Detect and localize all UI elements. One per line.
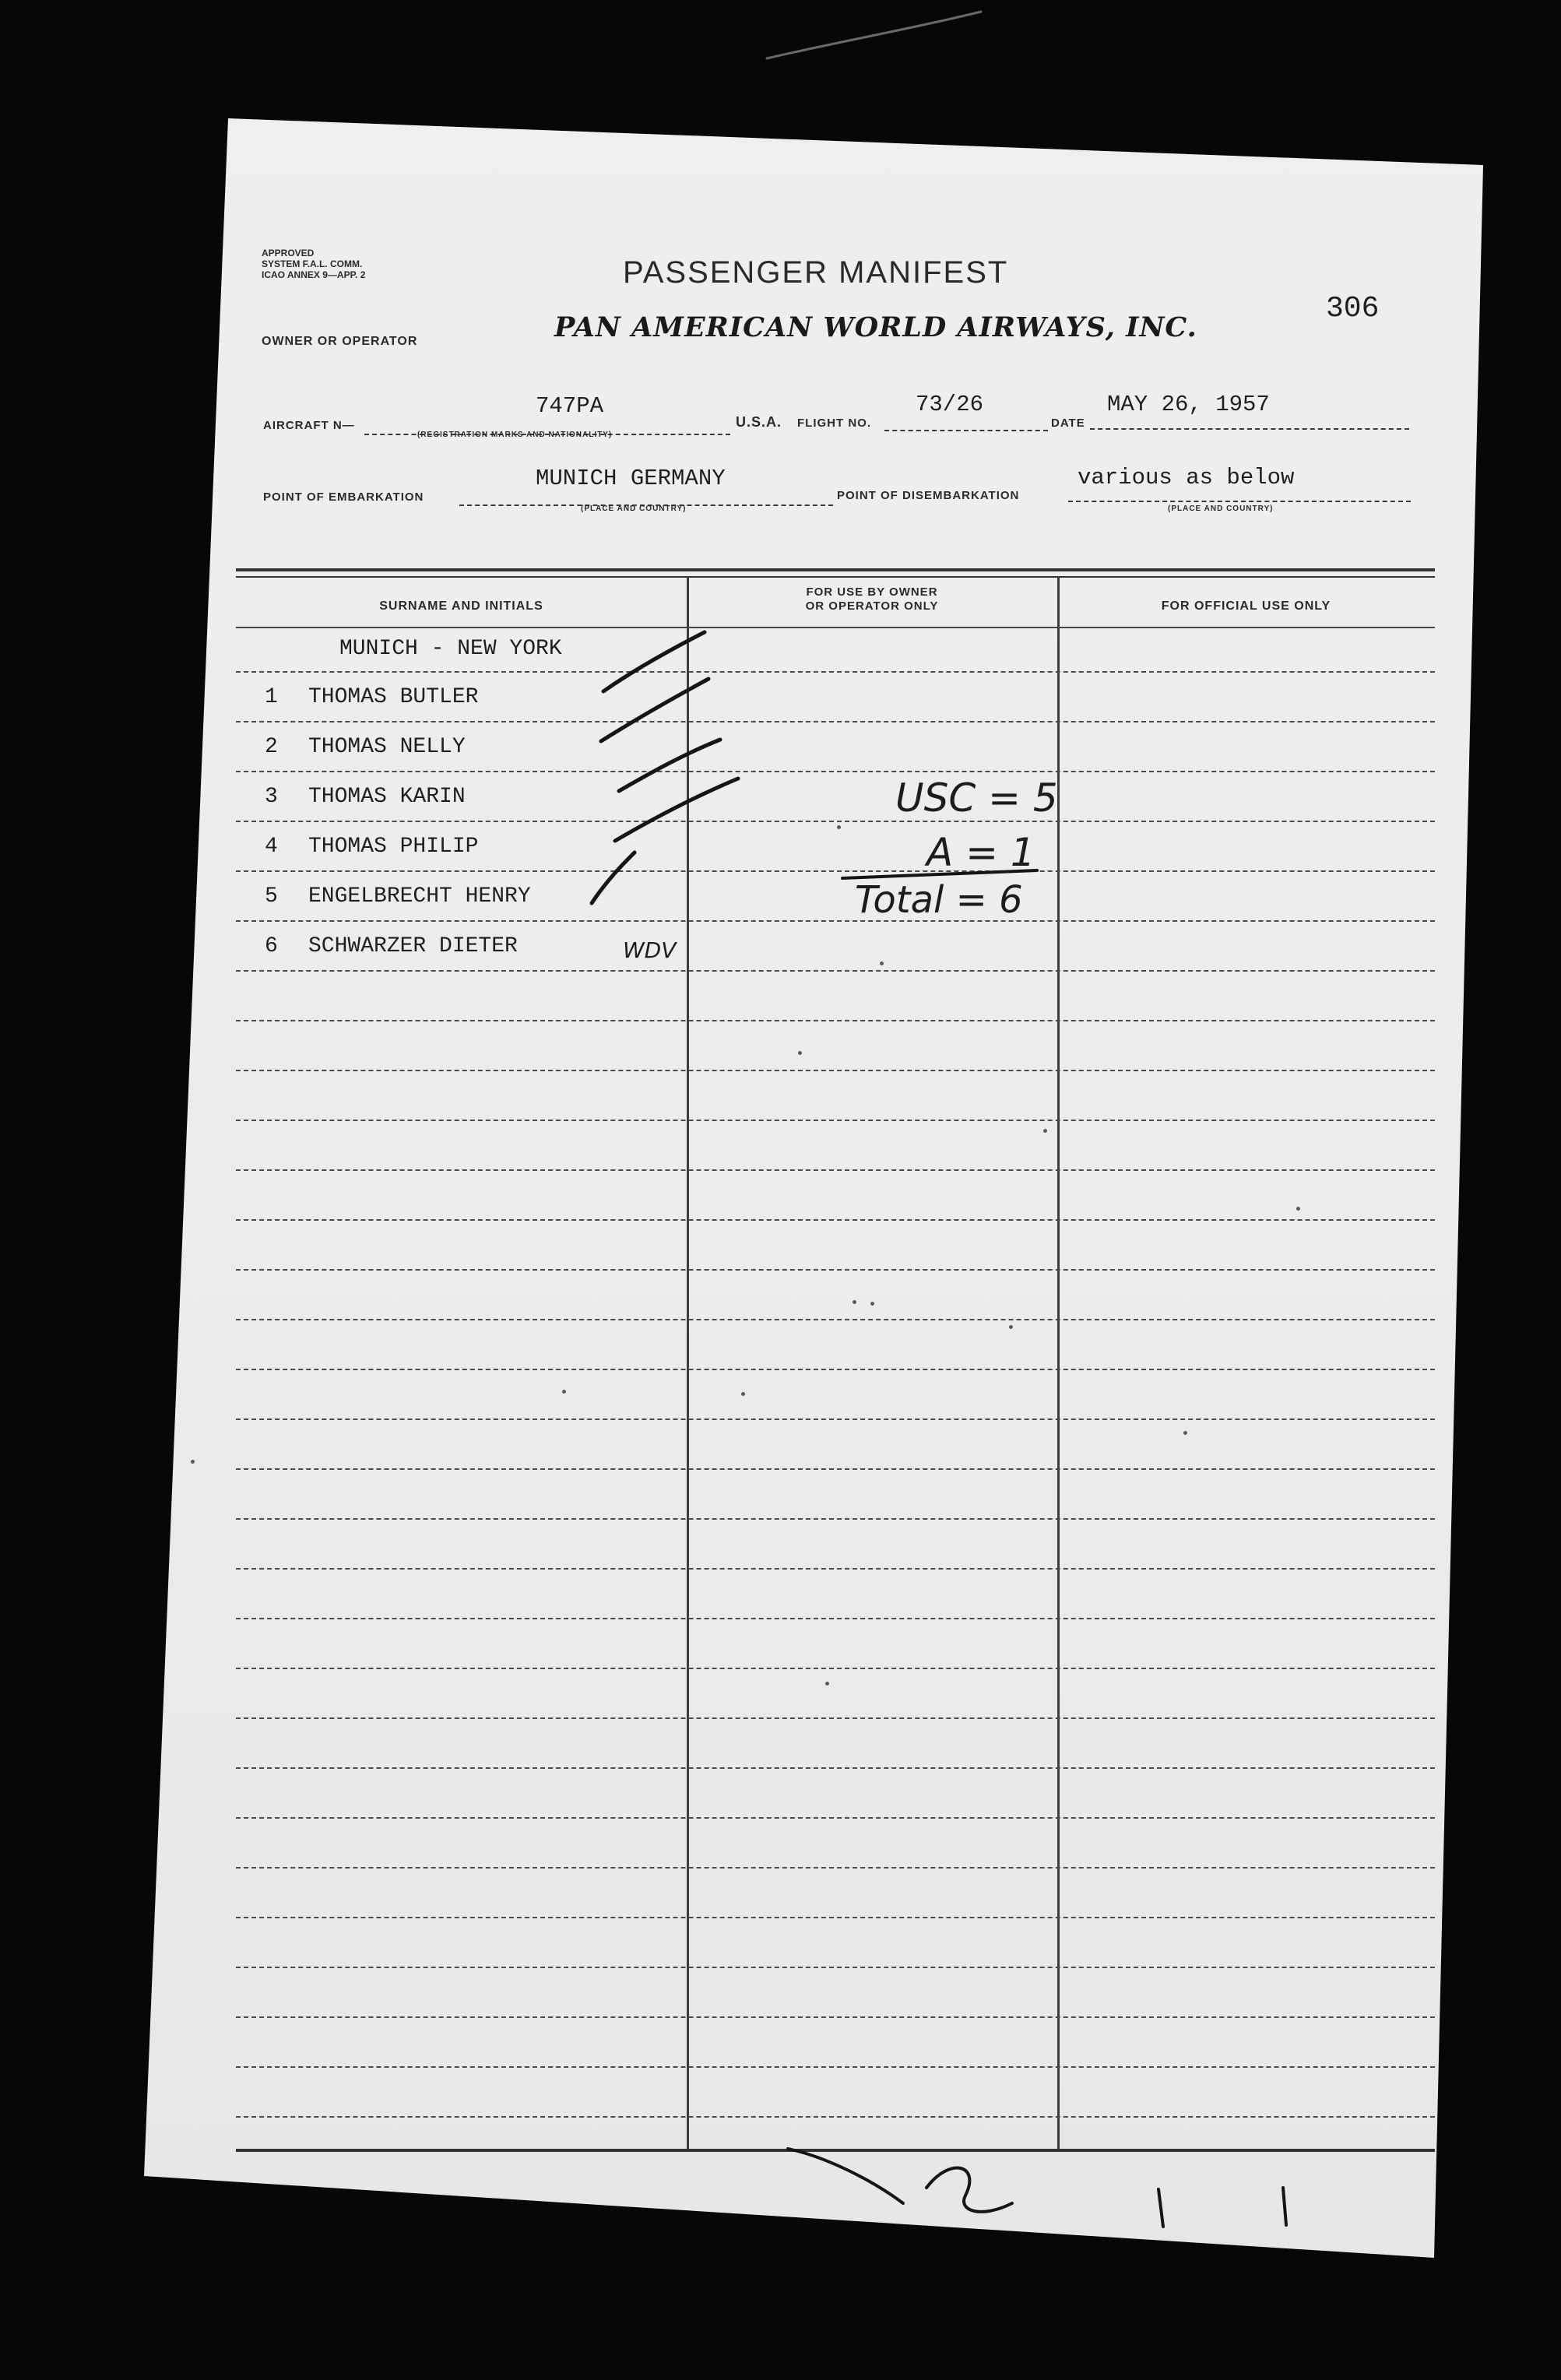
ruled-line [236,2066,1435,2068]
disembarkation-label: POINT OF DISEMBARKATION [837,489,1020,502]
ruled-line [236,1917,1435,1918]
table-row [265,785,685,811]
handwritten-initials: WDV [623,937,677,963]
embarkation-caption: (PLACE AND COUNTRY) [581,504,687,513]
column-divider-1 [687,576,689,2149]
dust-speck [1009,1325,1013,1329]
passenger-number: 3 [265,785,278,809]
dust-speck [870,1302,874,1306]
form-title: PASSENGER MANIFEST [623,255,1009,290]
header-bottom-rule [236,627,1435,628]
approval-line: ICAO ANNEX 9—APP. 2 [262,269,366,280]
ruled-line [236,1120,1435,1121]
disembarkation-line [1068,501,1411,502]
company-name: PAN AMERICAN WORLD AIRWAYS, INC. [554,311,1197,343]
ruled-line [236,2016,1435,2018]
dust-speck [562,1390,566,1394]
ruled-line [236,1169,1435,1171]
passenger-name: SCHWARZER DIETER [308,934,518,958]
aircraft-label: AIRCRAFT N— [263,419,355,432]
surname-column-header: SURNAME AND INITIALS [379,599,543,613]
dust-speck [825,1682,829,1686]
ruled-line [236,1867,1435,1868]
approval-line: APPROVED [262,248,315,258]
passenger-number: 6 [265,934,278,958]
ruled-line [236,1468,1435,1470]
dust-speck [837,825,841,829]
date-value: MAY 26, 1957 [1107,392,1270,417]
ruled-line [236,1717,1435,1719]
date-line [1090,428,1409,430]
dust-speck [798,1051,802,1055]
handwritten-usc-count: USC = 5 [895,775,1058,821]
dust-speck [853,1300,856,1304]
passenger-name: ENGELBRECHT HENRY [308,884,531,909]
ruled-line [236,2116,1435,2118]
registration-caption: (REGISTRATION MARKS AND NATIONALITY) [417,431,613,439]
passenger-number: 5 [265,884,278,909]
passenger-number: 4 [265,835,278,859]
ruled-line [236,1419,1435,1420]
embarkation-value: MUNICH GERMANY [536,466,726,491]
dust-speck [1296,1207,1300,1211]
ruled-line [236,771,1435,772]
ruled-line [236,721,1435,722]
ruled-line [236,1668,1435,1669]
owner-use-header-line: OR OPERATOR ONLY [805,599,939,613]
table-row [265,884,685,911]
ruled-line [236,1269,1435,1271]
passenger-name: THOMAS PHILIP [308,835,479,859]
handwritten-alien-count: A = 1 [926,830,1035,875]
disembarkation-value: various as below [1078,465,1295,490]
table-top-rule [236,568,1435,571]
official-use-column-header: FOR OFFICIAL USE ONLY [1161,599,1331,613]
table-bottom-rule [236,2149,1435,2152]
disembarkation-caption: (PLACE AND COUNTRY) [1168,504,1274,513]
handwritten-total: Total = 6 [855,878,1023,922]
ruled-line [236,870,1435,872]
table-top-rule-inner [236,576,1435,578]
owner-use-header-line: FOR USE BY OWNER [806,585,938,599]
usa-label: U.S.A. [736,414,782,430]
flight-number-label: FLIGHT NO. [797,417,871,430]
approval-line: SYSTEM F.A.L. COMM. [262,258,363,269]
date-label: DATE [1051,417,1085,430]
passenger-number: 1 [265,685,278,709]
flight-number-value: 73/26 [916,392,984,417]
passenger-name: THOMAS NELLY [308,735,466,759]
ruled-line [236,920,1435,922]
scan-scratch [767,12,981,58]
owner-use-column-header [687,585,1057,613]
dust-speck [191,1460,195,1464]
ruled-line [236,1319,1435,1320]
dust-speck [880,961,884,965]
table-row [265,934,685,961]
table-row [265,835,685,861]
ruled-line [236,1568,1435,1570]
passenger-name: THOMAS BUTLER [308,685,479,709]
embarkation-label: POINT OF EMBARKATION [263,490,424,504]
ruled-line [236,970,1435,972]
dust-speck [741,1392,745,1396]
passenger-name: THOMAS KARIN [308,785,466,809]
ruled-line [236,1767,1435,1769]
ruled-line [236,1618,1435,1619]
ruled-line [236,1070,1435,1071]
ruled-line [236,1219,1435,1221]
dust-speck [1043,1129,1047,1133]
table-row [265,685,685,712]
ruled-line [236,1817,1435,1819]
flight-number-line [884,430,1048,431]
ruled-line [236,821,1435,822]
table-row [265,735,685,761]
ruled-line [236,1967,1435,1968]
ruled-line [236,671,1435,673]
route-heading: MUNICH - NEW YORK [339,637,562,661]
dust-speck [1183,1431,1187,1435]
passenger-number: 2 [265,735,278,759]
ruled-line [236,1020,1435,1021]
approval-block [262,248,441,280]
owner-label: OWNER OR OPERATOR [262,335,418,348]
ruled-line [236,1369,1435,1370]
ruled-line [236,1518,1435,1520]
aircraft-value: 747PA [536,393,604,419]
page-number: 306 [1326,292,1380,325]
